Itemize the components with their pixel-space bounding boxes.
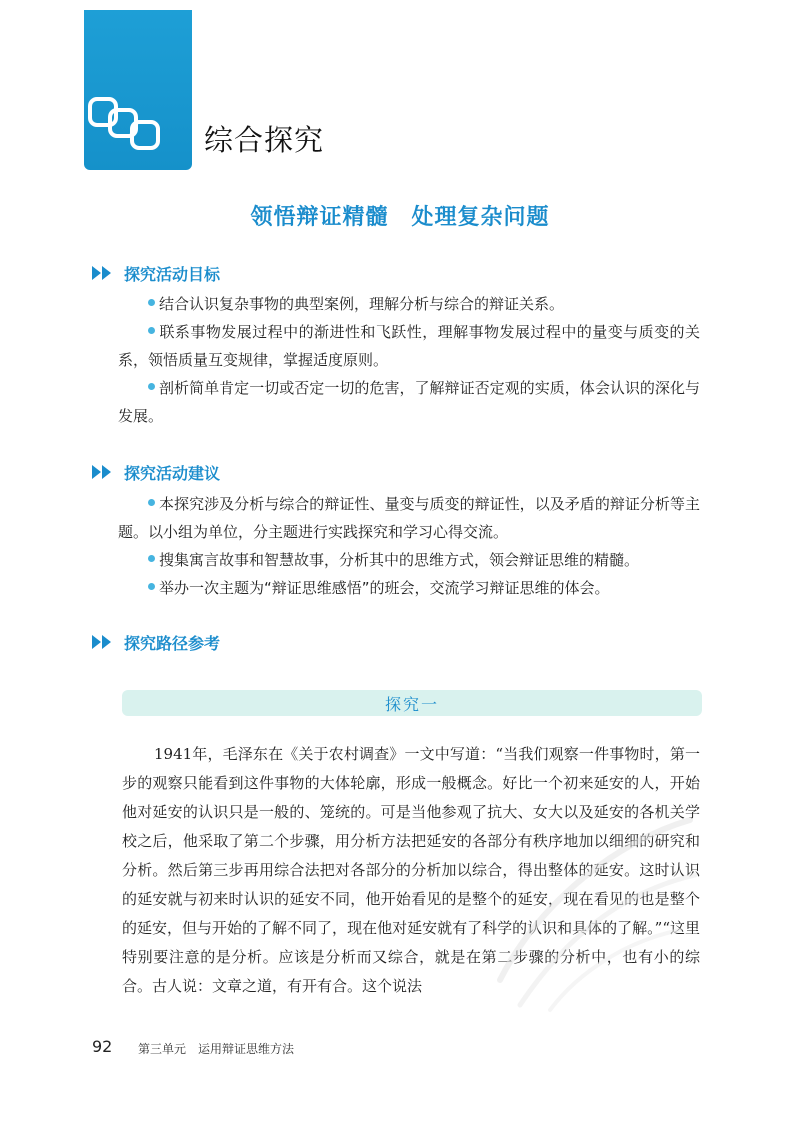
bullet-icon — [148, 499, 155, 506]
bullet-icon — [148, 299, 155, 306]
header-tab — [84, 10, 192, 170]
double-arrow-icon — [92, 635, 114, 649]
suggestion-item: 本探究涉及分析与综合的辩证性、量变与质变的辩证性，以及矛盾的辩证分析等主题。以小组为单位，分主题进行实践探究和学习心得交流。 — [118, 495, 700, 541]
goal-item: 联系事物发展过程中的渐进性和飞跃性，理解事物发展过程中的量变与质变的关系，领悟质量互变规律，掌握适度原则。 — [118, 323, 700, 369]
section-heading-suggestions: 探究活动建议 — [92, 461, 220, 483]
page-title: 综合探究 — [204, 123, 325, 157]
section-heading-goals: 探究活动目标 — [92, 262, 220, 284]
main-heading: 领悟辩证精髓 处理复杂问题 — [250, 204, 550, 230]
linked-squares-icon — [88, 96, 170, 168]
explore-body-text: 1941年，毛泽东在《关于农村调查》一文中写道：“当我们观察一件事物时，第一步的观察只能看到这件事物的大体轮廓，形成一般概念。好比一个初来延安的人，开始他对延安的认识只是一般的、笼统的。可是当他参观了抗大、女大以及延安的各机关学校之后，他采取了第二个步骤，用分析方法把延安的各部分有秩序地加以细细的研究和分析。然后第三步再用综合法把对各部分的分析加以综合，得出整体的延安。这时认识的延安就与初来时认识的延安不同，他开始看见的是整个的延安，现在看见的也是整个的延安，但与开始的了解不同了，现在他对延安就有了科学的认识和具体的了解。”“这里特别要注意的是分析。应该是分析而又综合，就是在第二步骤的分析中，也有小的综合。古人说：文章之道，有开有合。这个说法 — [122, 745, 700, 995]
page-number: 92 — [92, 1037, 113, 1056]
suggestion-item: 举办一次主题为“辩证思维感悟”的班会，交流学习辩证思维的体会。 — [118, 574, 700, 602]
explore-label-bar: 探究一 — [122, 690, 702, 716]
bullet-icon — [148, 327, 155, 334]
double-arrow-icon — [92, 465, 114, 479]
section-heading-paths: 探究路径参考 — [92, 631, 220, 653]
goal-item: 剖析简单肯定一切或否定一切的危害，了解辩证否定观的实质，体会认识的深化与发展。 — [118, 379, 700, 425]
bullet-icon — [148, 383, 155, 390]
goal-item: 结合认识复杂事物的典型案例，理解分析与综合的辩证关系。 — [118, 290, 700, 318]
watermark-swirl-icon — [480, 780, 710, 1020]
double-arrow-icon — [92, 266, 114, 280]
suggestion-item: 搜集寓言故事和智慧故事，分析其中的思维方式，领会辩证思维的精髓。 — [118, 546, 700, 574]
unit-title: 第三单元 运用辩证思维方法 — [138, 1042, 295, 1056]
bullet-icon — [148, 555, 155, 562]
bullet-icon — [148, 583, 155, 590]
